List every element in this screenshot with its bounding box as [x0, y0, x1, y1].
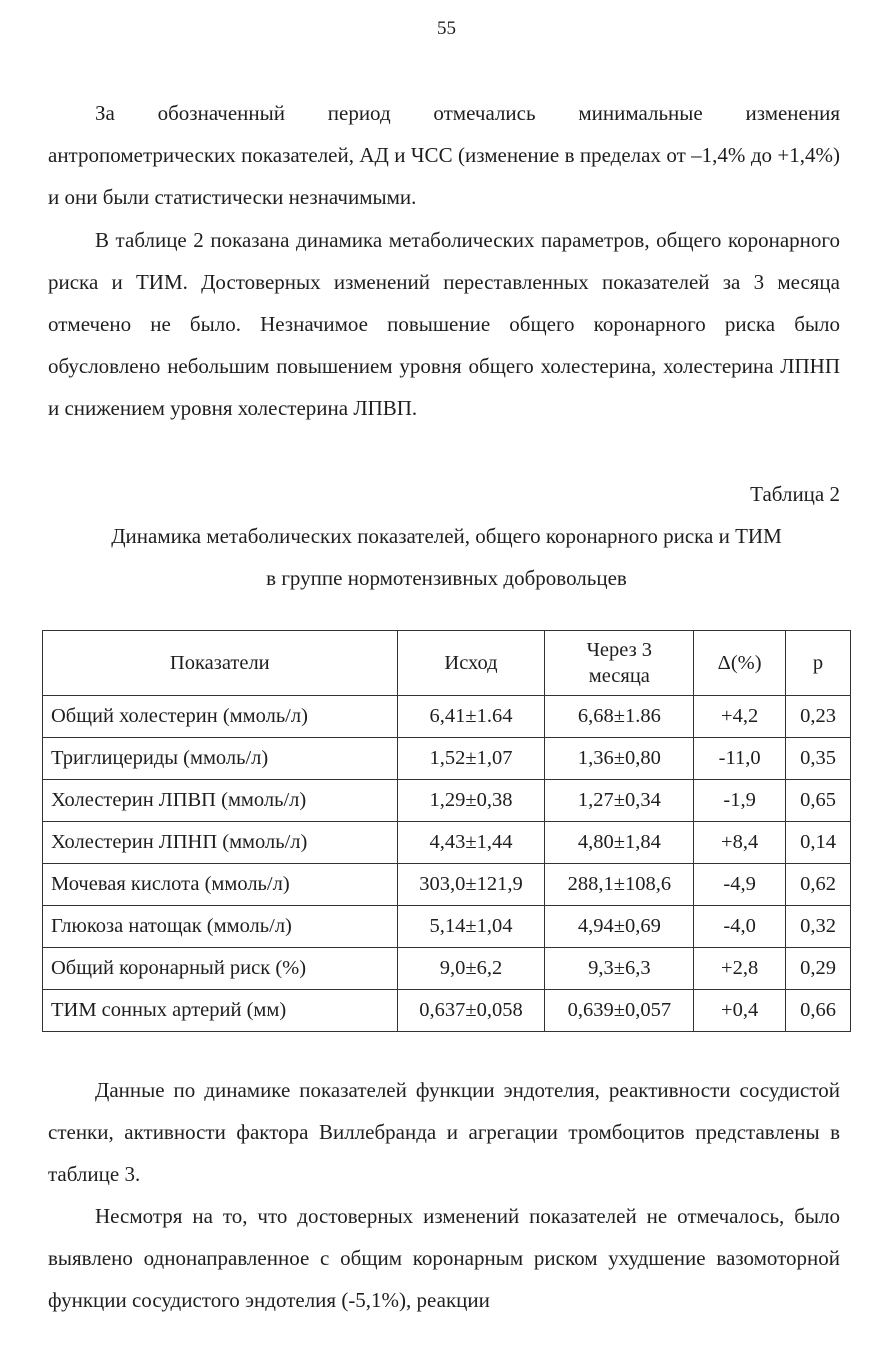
table-cell: 0,62 [786, 864, 851, 906]
table-cell: Триглицериды (ммоль/л) [43, 738, 398, 780]
table-cell: Холестерин ЛПНП (ммоль/л) [43, 822, 398, 864]
table-cell: -4,9 [694, 864, 786, 906]
page-number: 55 [437, 18, 456, 39]
column-header: р [786, 631, 851, 696]
table-row [43, 906, 851, 948]
table-cell: 0,32 [786, 906, 851, 948]
column-header [545, 631, 694, 696]
table-cell: 288,1±108,6 [545, 864, 694, 906]
table-cell: 0,639±0,057 [545, 990, 694, 1032]
table-row [43, 990, 851, 1032]
table-cell: 5,14±1,04 [397, 906, 545, 948]
paragraph: За обозначенный период отмечались минимальные изменения антропометрических показателей, АД и ЧСС (изменение в пределах от –1,4% до +1,4%) и они были статистически незначимыми. [48, 101, 840, 209]
table-cell: 9,3±6,3 [545, 948, 694, 990]
table-cell: 0,65 [786, 780, 851, 822]
table-cell: 0,29 [786, 948, 851, 990]
table-cell: 9,0±6,2 [397, 948, 545, 990]
table-caption-line: в группе нормотензивных добровольцев [266, 566, 627, 590]
column-header: Δ(%) [694, 631, 786, 696]
table-cell: -4,0 [694, 906, 786, 948]
table-cell: 303,0±121,9 [397, 864, 545, 906]
table-row [43, 780, 851, 822]
table-cell: Общий коронарный риск (%) [43, 948, 398, 990]
table-header-row [43, 631, 851, 696]
table-cell: +4,2 [694, 696, 786, 738]
data-table [42, 630, 851, 1032]
table-cell: Мочевая кислота (ммоль/л) [43, 864, 398, 906]
table-cell: 6,41±1.64 [397, 696, 545, 738]
table-cell: -11,0 [694, 738, 786, 780]
table-row [43, 822, 851, 864]
table-caption-line: Динамика метаболических показателей, общего коронарного риска и ТИМ [111, 524, 782, 548]
table-cell: +0,4 [694, 990, 786, 1032]
table-cell: -1,9 [694, 780, 786, 822]
table-cell: 0,66 [786, 990, 851, 1032]
paragraph: Данные по динамике показателей функции эндотелия, реактивности сосудистой стенки, активности фактора Виллебранда и агрегации тромбоцитов представлены в таблице 3. [48, 1078, 840, 1186]
table-cell: Холестерин ЛПВП (ммоль/л) [43, 780, 398, 822]
table-cell: +8,4 [694, 822, 786, 864]
column-header: Показатели [43, 631, 398, 696]
table-cell: 4,43±1,44 [397, 822, 545, 864]
table-cell: Глюкоза натощак (ммоль/л) [43, 906, 398, 948]
table-row [43, 864, 851, 906]
table-caption [30, 515, 863, 599]
table-row [43, 738, 851, 780]
paragraph: Несмотря на то, что достоверных изменений показателей не отмечалось, было выявлено однонаправленное с общим коронарным риском ухудшение вазомоторной функции сосудистого эндотелия (-5,1%), реакции [48, 1204, 840, 1312]
table-cell: 4,80±1,84 [545, 822, 694, 864]
table-cell: 1,36±0,80 [545, 738, 694, 780]
table-row [43, 696, 851, 738]
table-cell: 0,637±0,058 [397, 990, 545, 1032]
paragraph: В таблице 2 показана динамика метаболических параметров, общего коронарного риска и ТИМ. Достоверных изменений переставленных показателей за 3 месяца отмечено не было. Незначимое повышение общего коронарного риска было обусловлено небольшим повышением уровня общего холестерина, холестерина ЛПНП и снижением уровня холестерина ЛПВП. [48, 228, 840, 420]
table-cell: 1,52±1,07 [397, 738, 545, 780]
table-label: Таблица 2 [750, 482, 840, 506]
table-cell: +2,8 [694, 948, 786, 990]
table-row [43, 948, 851, 990]
table-cell: 0,14 [786, 822, 851, 864]
table-cell: 6,68±1.86 [545, 696, 694, 738]
table-cell: 4,94±0,69 [545, 906, 694, 948]
table-cell: 1,29±0,38 [397, 780, 545, 822]
table-cell: 0,23 [786, 696, 851, 738]
column-header: Исход [397, 631, 545, 696]
table-cell: 1,27±0,34 [545, 780, 694, 822]
table-cell: 0,35 [786, 738, 851, 780]
table-cell: ТИМ сонных артерий (мм) [43, 990, 398, 1032]
column-header-text: Через 3 месяца [586, 639, 653, 687]
table-cell: Общий холестерин (ммоль/л) [43, 696, 398, 738]
